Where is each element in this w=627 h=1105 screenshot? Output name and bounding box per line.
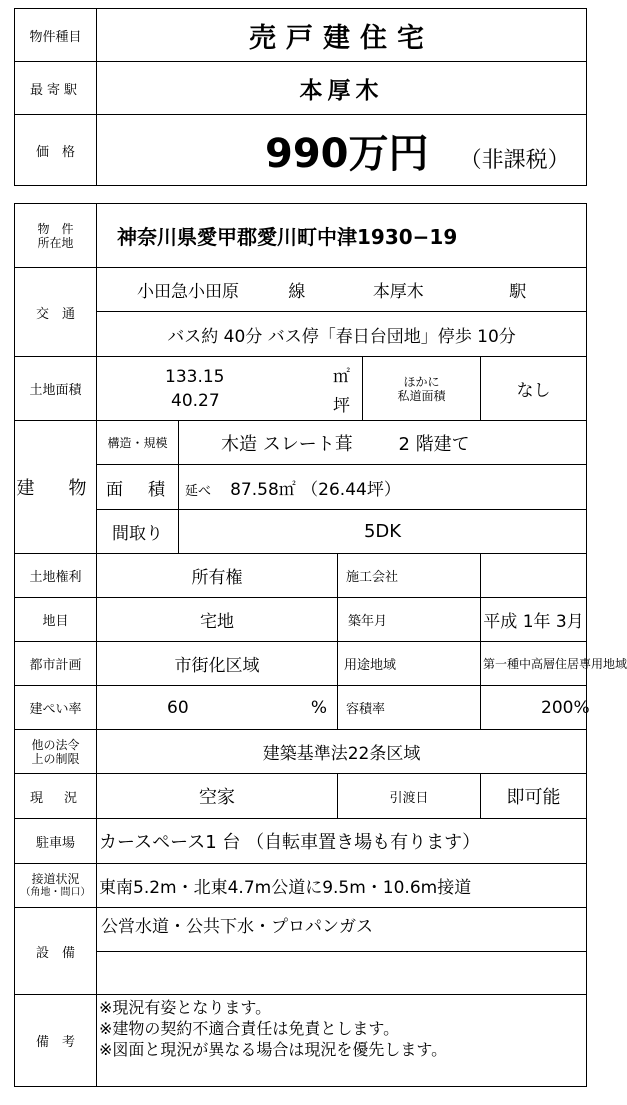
private-road-label: ほかに 私道面積 — [363, 357, 481, 421]
bcr-label: 建ぺい率 — [15, 686, 97, 730]
building-area-prefix: 延べ — [185, 483, 212, 499]
land-category-value: 宅地 — [97, 598, 338, 642]
builder-label: 施工会社 — [338, 554, 481, 598]
layout-label: 間取り — [97, 510, 179, 554]
building-area-label: 面 積 — [97, 465, 179, 510]
building-area-cell — [179, 465, 587, 510]
land-area-label: 土地面積 — [15, 357, 97, 421]
handover-value: 即可能 — [481, 774, 587, 819]
transport-bus: バス約 40分 バス停「春日台団地」停歩 10分 — [97, 312, 587, 357]
built-date-label: 築年月 — [338, 598, 481, 642]
facilities-line2 — [97, 952, 587, 995]
status-label: 現 況 — [15, 774, 97, 819]
city-planning-label: 都市計画 — [15, 642, 97, 686]
layout-value: 5DK — [179, 510, 587, 554]
land-area-value — [97, 357, 363, 421]
handover-label: 引渡日 — [338, 774, 481, 819]
zoning-value: 第一種中高層住居専用地域 — [481, 642, 587, 686]
private-road-value: なし — [481, 357, 587, 421]
remarks-value — [97, 995, 587, 1087]
remarks-label: 備 考 — [15, 995, 97, 1087]
parking-value: カースペース1 台 （自転車置き場も有ります） — [97, 819, 587, 864]
land-area-tsubo: 40.27 — [171, 390, 220, 411]
building-label: 建 物 — [15, 421, 97, 554]
structure-label: 構造・規模 — [97, 421, 179, 465]
transport-station: 本厚木 — [372, 282, 424, 302]
far-unit: % — [573, 697, 590, 718]
far-value: 200 — [541, 697, 574, 718]
price-label: 価 格 — [15, 115, 97, 186]
building-floors: 2 階建て — [398, 433, 470, 455]
price-note: （非課税） — [459, 147, 570, 173]
property-type-label: 物件種目 — [15, 9, 97, 62]
price-value: 990万円 — [265, 130, 429, 177]
transport-line-suffix: 線 — [288, 282, 306, 302]
land-rights-value: 所有権 — [97, 554, 338, 598]
builder-value — [481, 554, 587, 598]
city-planning-value: 市街化区域 — [97, 642, 338, 686]
built-date-value: 平成 1年 3月 — [481, 598, 587, 642]
bcr-value: 60 — [167, 697, 189, 718]
land-area-sqm-unit: ㎡ — [333, 366, 350, 387]
details-table — [14, 203, 627, 1087]
price-cell — [97, 115, 587, 186]
transport-line-cell — [97, 268, 587, 312]
remark-line-3: ※図面と現況が異なる場合は現況を優先します。 — [99, 1040, 448, 1059]
property-type-value: 売戸建住宅 — [97, 9, 587, 62]
transport-station-suffix: 駅 — [509, 282, 527, 302]
parking-label: 駐車場 — [15, 819, 97, 864]
land-area-sqm: 133.15 — [165, 366, 225, 387]
legal-label: 他の法令 上の制限 — [15, 730, 97, 774]
transport-label: 交 通 — [15, 268, 97, 357]
station-label: 最寄駅 — [15, 62, 97, 115]
far-cell — [481, 686, 590, 730]
zoning-label: 用途地域 — [338, 642, 481, 686]
road-value: 東南5.2m・北東4.7m公道に9.5m・10.6m接道 — [97, 864, 587, 908]
structure-value: 木造 スレート葺 — [221, 433, 353, 455]
transport-line: 小田急小田原 — [137, 282, 239, 302]
location-label: 物 件 所在地 — [15, 204, 97, 268]
structure-cell — [179, 421, 587, 465]
building-area-value: 87.58㎡ （26.44坪） — [230, 479, 401, 500]
remark-line-2: ※建物の契約不適合責任は免責とします。 — [99, 1019, 400, 1038]
bcr-cell — [97, 686, 338, 730]
location-value: 神奈川県愛甲郡愛川町中津1930−19 — [97, 204, 587, 268]
legal-value: 建築基準法22条区域 — [97, 730, 587, 774]
remark-line-1: ※現況有姿となります。 — [99, 998, 272, 1017]
status-value: 空家 — [97, 774, 338, 819]
land-area-tsubo-unit: 坪 — [333, 395, 350, 416]
facilities-line1: 公営水道・公共下水・プロパンガス — [97, 908, 587, 952]
road-label: 接道状況 （角地・間口） — [15, 864, 97, 908]
land-category-label: 地目 — [15, 598, 97, 642]
far-label: 容積率 — [338, 686, 481, 730]
facilities-label: 設 備 — [15, 908, 97, 995]
summary-table — [14, 8, 587, 186]
bcr-unit: % — [310, 697, 327, 718]
station-value: 本厚木 — [97, 62, 587, 115]
land-rights-label: 土地権利 — [15, 554, 97, 598]
